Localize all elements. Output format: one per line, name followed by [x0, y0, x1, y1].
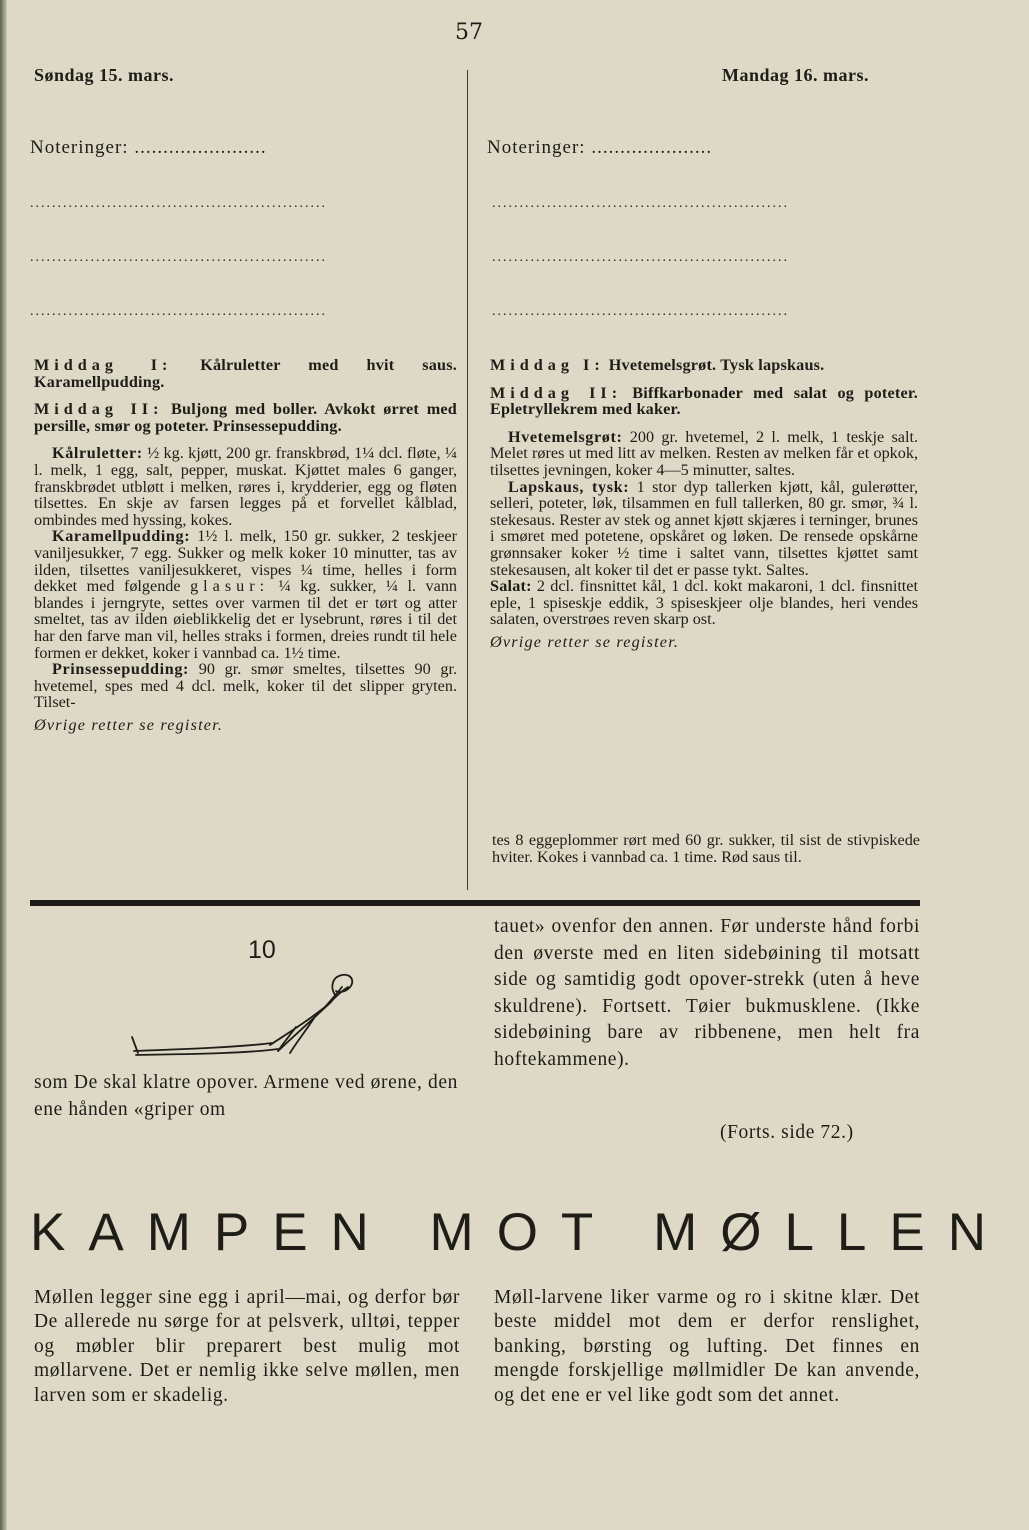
see-register-note: Øvrige retter se register.	[490, 632, 680, 651]
dotted-line: ......................................................	[492, 196, 789, 211]
dotted-line: ......................................................	[30, 250, 327, 265]
day-heading-sunday: Søndag 15. mars.	[34, 65, 175, 85]
section-separator	[30, 900, 920, 906]
dinner-label: Middag II:	[490, 383, 623, 402]
see-register-note: Øvrige retter se register.	[34, 715, 224, 734]
recipes-monday	[490, 357, 918, 651]
exercise-text-left: som De skal klatre opover. Armene ved ørene, den ene hånden «griper om	[34, 1072, 458, 1120]
recipe-text: 1 stor dyp tallerken kjøtt, kål, gulerøtter, selleri, poteter, løk, tilsammen en full tallerken, 80 gr. smør, ¾ l. stekesaus. Rester av stek og annet kjøtt skjæres i terninger, brunes i smøret med potetene, opskåret og løken. De rensede opskårne grønnsaker koker ½ time i saltet vann, tilsettes kjøttet samt stekesausen, alt koker til det er passe tykt. Saltes.	[490, 477, 919, 579]
recipe-text: 200 gr. hvetemel, 2 l. melk, 1 teskje salt. Melet røres ut med litt av melken. Resten av melken får et opkok, tilsettes jevningen, koker 4—5 minutter, saltes.	[490, 427, 918, 479]
notes-label: Noteringer:	[487, 137, 586, 158]
day-heading-monday: Mandag 16. mars.	[722, 65, 869, 85]
column-divider	[467, 70, 468, 890]
recipe-text: ¼ kg. sukker, ¼ l. vann blandes i jerngryte, settes over varmen til det er tørt og atter smeltet, tas av ilden øieblikkelig det er lysebrunt, røres i til det har den farve man vil, helles straks i formen, dreies rundt til hele formen er dekket, koker i vannbad ca. 1½ time.	[34, 577, 458, 662]
recipe-text: 90 gr. smør smeltes, tilsettes 90 gr. hvetemel, spes med 4 dcl. melk, koker til det slipper gryten. Tilset-	[34, 660, 457, 712]
dinner-menu: Buljong med boller. Avkokt ørret med persille, smør og poteter. Prinsessepudding.	[34, 400, 457, 435]
dinner-label: Middag I:	[34, 356, 173, 374]
page-number: 57	[455, 20, 483, 45]
article-text-left: Møllen legger sine egg i april—mai, og derfor bør De allerede nu sørge for at pelsverk, ulltøi, tepper og møbler blir preparert best mulig mot møllarvene. Det er nemlig ikke selve møllen, men larven som er skadelig.	[34, 1287, 460, 1406]
notes-line-monday	[487, 137, 917, 159]
recipe-name: Salat:	[490, 577, 532, 596]
recipe-continuation: tes 8 eggeplommer rørt med 60 gr. sukker, til sist de stivpiskede hviter. Kokes i vannbad ca. 1 time. Rød saus til.	[492, 831, 920, 866]
notes-line-sunday	[30, 137, 455, 159]
recipe-name: Lapskaus, tysk:	[508, 477, 630, 496]
recipes-sunday	[34, 357, 457, 733]
notes-dots: .....................	[591, 137, 713, 158]
recipe-name: Hvetemelsgrøt:	[508, 427, 623, 446]
exercise-number: 10	[248, 936, 276, 964]
dinner-menu: Biffkarbonader med salat og poteter. Epletryllekrem med kaker.	[490, 383, 918, 419]
notes-dots: .......................	[134, 137, 267, 158]
exercise-figure	[120, 965, 370, 1065]
recipe-text: 1½ l. melk, 150 gr. sukker, 2 teskjeer vaniljesukker, 7 egg. Sukker og melk koker 10 minutter, tas av ilden, tilsettes vaniljesukkeret, vispes ¼ time, helles i form dekket med følgende	[34, 527, 458, 596]
glaze-label: glasur:	[190, 577, 270, 596]
article-title: KAMPEN MOT MØLLEN	[30, 1203, 1010, 1262]
dotted-line: ......................................................	[30, 304, 327, 319]
recipe-text: ½ kg. kjøtt, 200 gr. franskbrød, 1¼ dcl. fløte, ¼ l. melk, 1 egg, salt, pepper, muskat. Kjøttet males 6 ganger, franskbrødet utbløtt i melken, røres i, krydderier, egg og fløten tilsettes. En skje av farsen legges på et forvellet kålblad, ombindes med hyssing, kokes.	[34, 444, 457, 529]
dotted-line: ......................................................	[492, 250, 789, 265]
recipe-text: 2 dcl. finsnittet kål, 1 dcl. kokt makaroni, 1 dcl. finsnittet eple, 1 spiseskje eddik, 3 spiseskjeer olje blandes, heri vendes salaten, overstrøes reven skarp ost.	[490, 577, 918, 629]
dotted-line: ......................................................	[30, 196, 327, 211]
binding-edge	[0, 0, 7, 1530]
dinner-menu: Hvetemelsgrøt. Tysk lapskaus.	[608, 356, 825, 374]
article-text-right: Møll-larvene liker varme og ro i skitne klær. Det beste middel mot dem er derfor renslighet, banking, børsting og lufting. Det finnes en mengde forskjellige møllmidler De kan anvende, og det ene er vel like godt som det annet.	[494, 1287, 920, 1406]
dinner-label: Middag II:	[34, 400, 164, 419]
dinner-menu: Kålruletter med hvit saus. Karamellpudding.	[34, 356, 457, 391]
recipe-name: Karamellpudding:	[52, 527, 191, 546]
dotted-line: ......................................................	[492, 304, 789, 319]
continued-note: (Forts. side 72.)	[720, 1122, 854, 1143]
recipe-name: Prinsessepudding:	[52, 660, 190, 679]
recipe-name: Kålruletter:	[52, 444, 143, 463]
exercise-text-right: tauet» ovenfor den annen. Før underste hånd forbi den øverste med en liten sidebøining til motsatt side og samtidig godt opover-strekk (uten å heve skuldrene). Fortsett. Tøier bukmusklene. (Ikke sidebøining bare av ribbenene, men helt fra hoftekammene).	[494, 916, 920, 1070]
dinner-label: Middag I:	[490, 356, 605, 374]
notes-label: Noteringer:	[30, 137, 129, 158]
